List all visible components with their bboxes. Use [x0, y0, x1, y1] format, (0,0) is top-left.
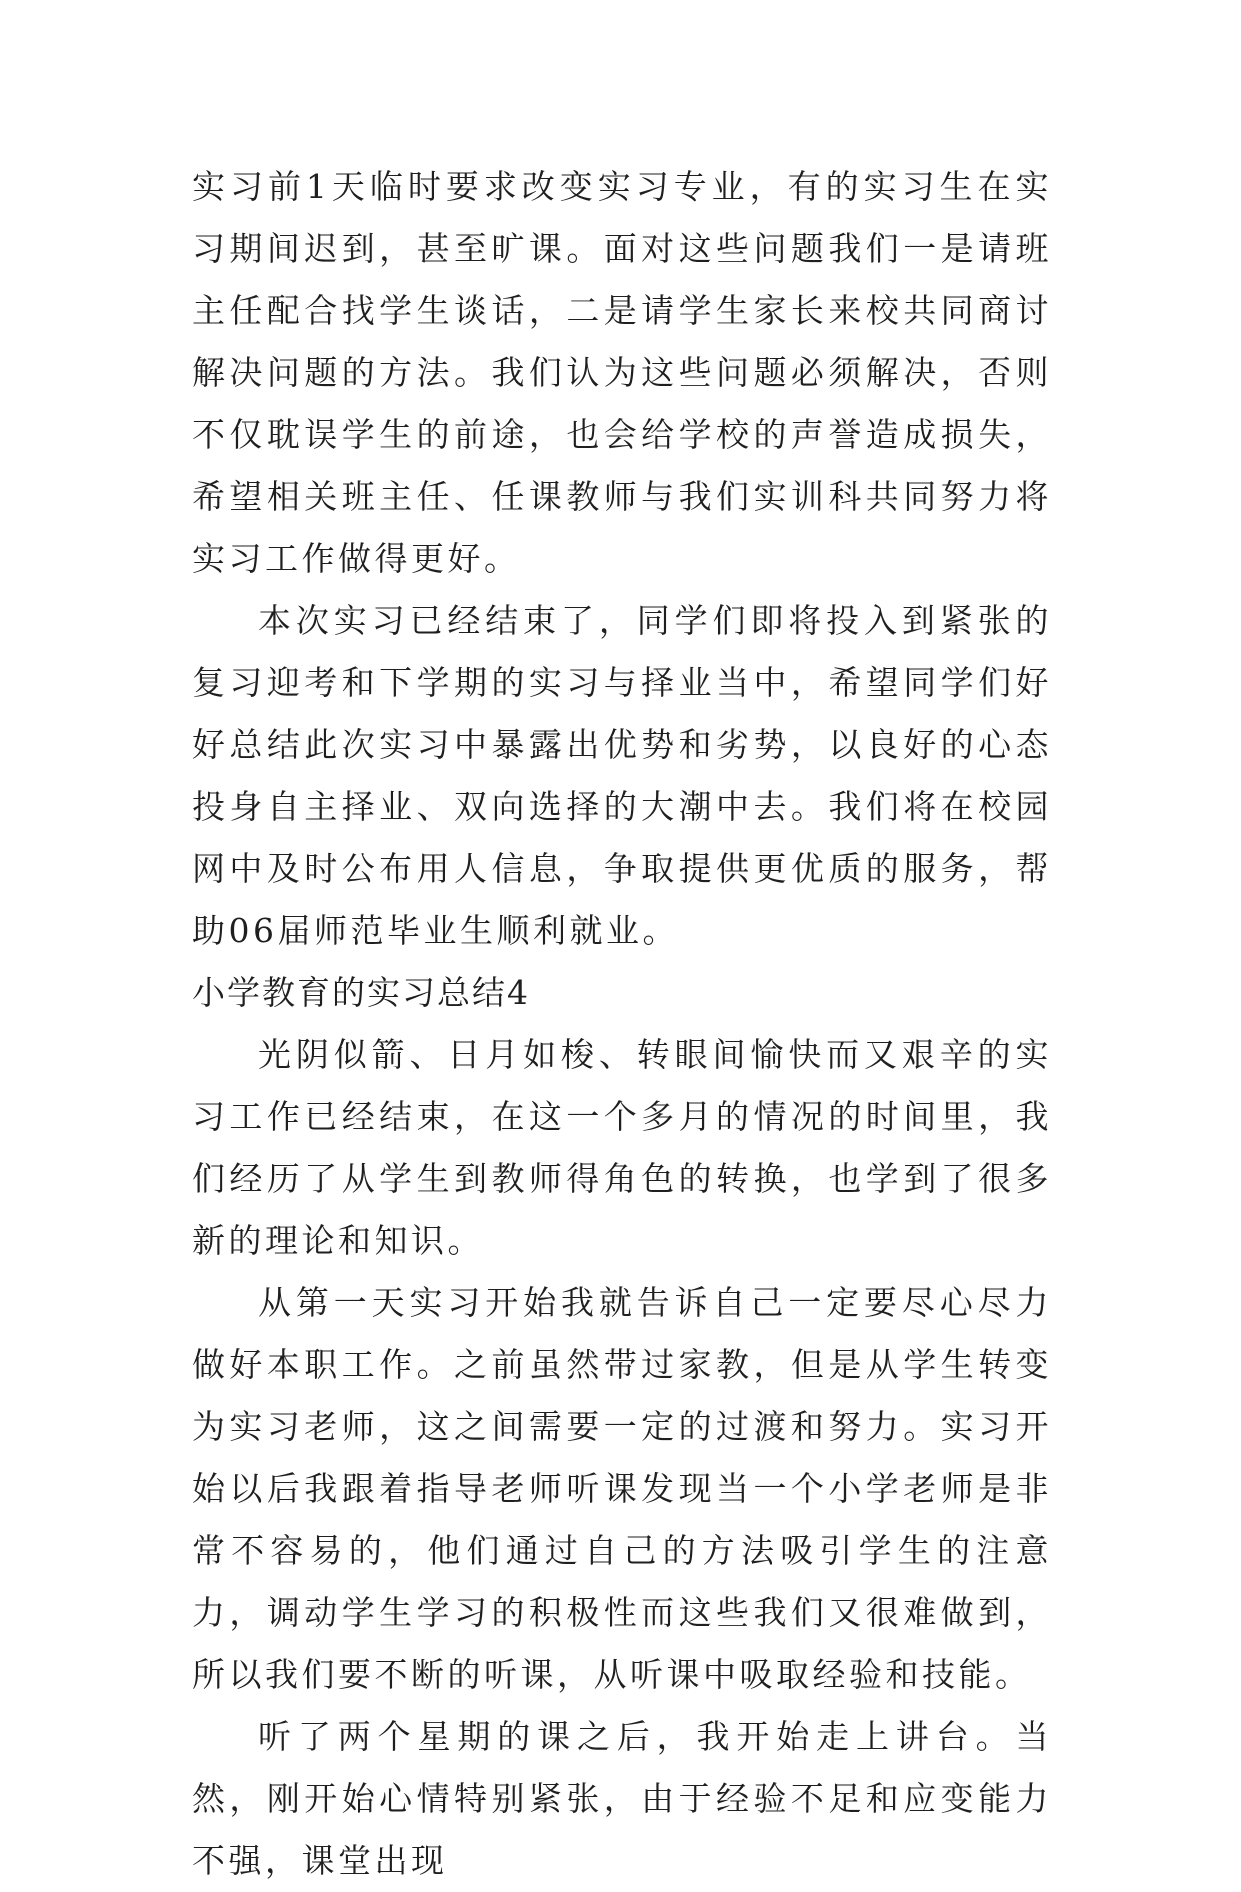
paragraph-teaching-start: 听了两个星期的课之后，我开始走上讲台。当然，刚开始心情特别紧张，由于经验不足和应变能力不强，课堂出现	[192, 1717, 1052, 1880]
paragraph-first-day: 从第一天实习开始我就告诉自己一定要尽心尽力做好本职工作。之前虽然带过家教，但是从学生转变为实习老师，这之间需要一定的过渡和努力。实习开始以后我跟着指导老师听课发现当一个小学老师是非常不容易的，他们通过自己的方法吸引学生的注意力，调动学生学习的积极性而这些我们又很难做到，所以我们要不断的听课，从听课中吸取经验和技能。	[192, 1283, 1052, 1694]
paragraph-continuation: 实习前1天临时要求改变实习专业，有的实习生在实习期间迟到，甚至旷课。面对这些问题我们一是请班主任配合找学生谈话，二是请学生家长来校共同商讨解决问题的方法。我们认为这些问题必须解决，否则不仅耽误学生的前途，也会给学校的声誉造成损失，希望相关班主任、任课教师与我们实训科共同努力将实习工作做得更好。	[192, 167, 1052, 578]
section-heading: 小学教育的实习总结4	[192, 973, 530, 1012]
paragraph-internship-ended: 本次实习已经结束了，同学们即将投入到紧张的复习迎考和下学期的实习与择业当中，希望同学们好好总结此次实习中暴露出优势和劣势，以良好的心态投身自主择业、双向选择的大潮中去。我们将在校园网中及时公布用人信息，争取提供更优质的服务，帮助06届师范毕业生顺利就业。	[192, 601, 1052, 950]
paragraph-time-flies: 光阴似箭、日月如梭、转眼间愉快而又艰辛的实习工作已经结束，在这一个多月的情况的时间里，我们经历了从学生到教师得角色的转换，也学到了很多新的理论和知识。	[192, 1035, 1052, 1260]
document-body	[192, 156, 1052, 1892]
